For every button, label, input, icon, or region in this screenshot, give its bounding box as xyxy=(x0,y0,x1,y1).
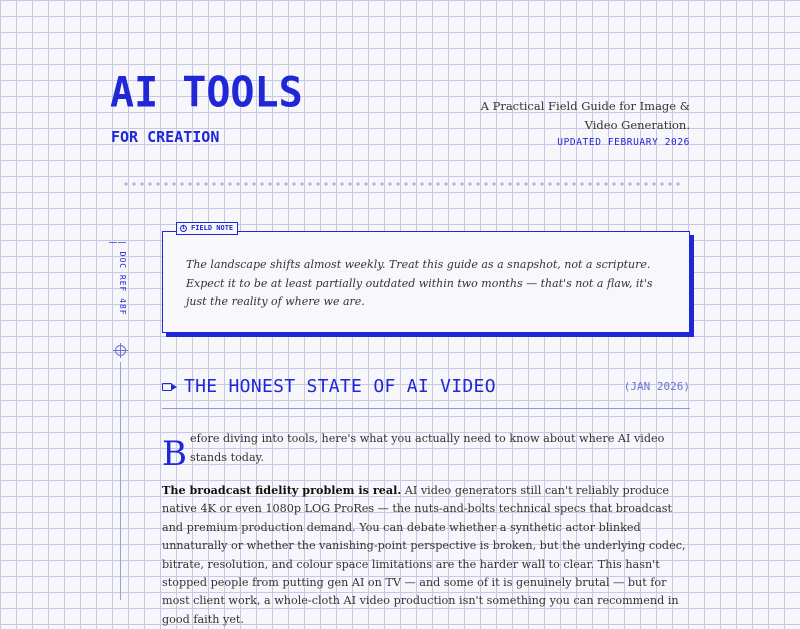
field-note-text: The landscape shifts almost weekly. Treat this guide as a snapshot, not a scripture. Expect it to be at least partially outdated within two months — that's not a flaw, it's just the reality of where we are. xyxy=(186,258,653,308)
drop-cap: B xyxy=(162,434,187,474)
field-note-tag xyxy=(176,222,238,235)
info-icon: i xyxy=(181,225,185,231)
tagline: A Practical Field Guide for Image & Video Generation. xyxy=(480,99,690,132)
body-paragraph-text: AI video generators still can't reliably produce native 4K or even 1080p LOG ProRes — the nuts-and-bolts technical specs that broadcast and premium production demand. You can debate whether a synthetic actor blinked unnaturally or whether the vanishing-point perspective is broken, but the underlying codec, bitrate, resolution, and colour space limitations are the harder wall to clear. This hasn't stopped people from putting gen AI on TV — and some of it is genuinely brutal — but for most client work, a whole-cloth AI video production isn't something you can recommend in good faith yet. xyxy=(162,484,686,626)
page-title: AI TOOLS xyxy=(110,68,303,118)
body-paragraph xyxy=(162,481,690,629)
doc-ref-label: | DOC REF 48F | xyxy=(109,240,127,316)
section-heading: THE HONEST STATE OF AI VIDEO xyxy=(184,376,496,397)
page-subtitle: FOR CREATION xyxy=(111,128,220,146)
section-rule xyxy=(162,408,690,409)
video-camera-icon xyxy=(162,383,172,391)
body-paragraph-lead: The broadcast fidelity problem is real. xyxy=(162,483,402,497)
updated-date: UPDATED FEBRUARY 2026 xyxy=(557,137,690,148)
crosshair-icon xyxy=(115,345,126,356)
dotted-divider xyxy=(122,178,682,190)
side-rule xyxy=(120,362,121,600)
field-note-tag-label: FIELD NOTE xyxy=(191,224,234,232)
section-date: (JAN 2026) xyxy=(623,380,690,393)
intro-paragraph: efore diving into tools, here's what you actually need to know about where AI video stands today. xyxy=(190,432,665,464)
